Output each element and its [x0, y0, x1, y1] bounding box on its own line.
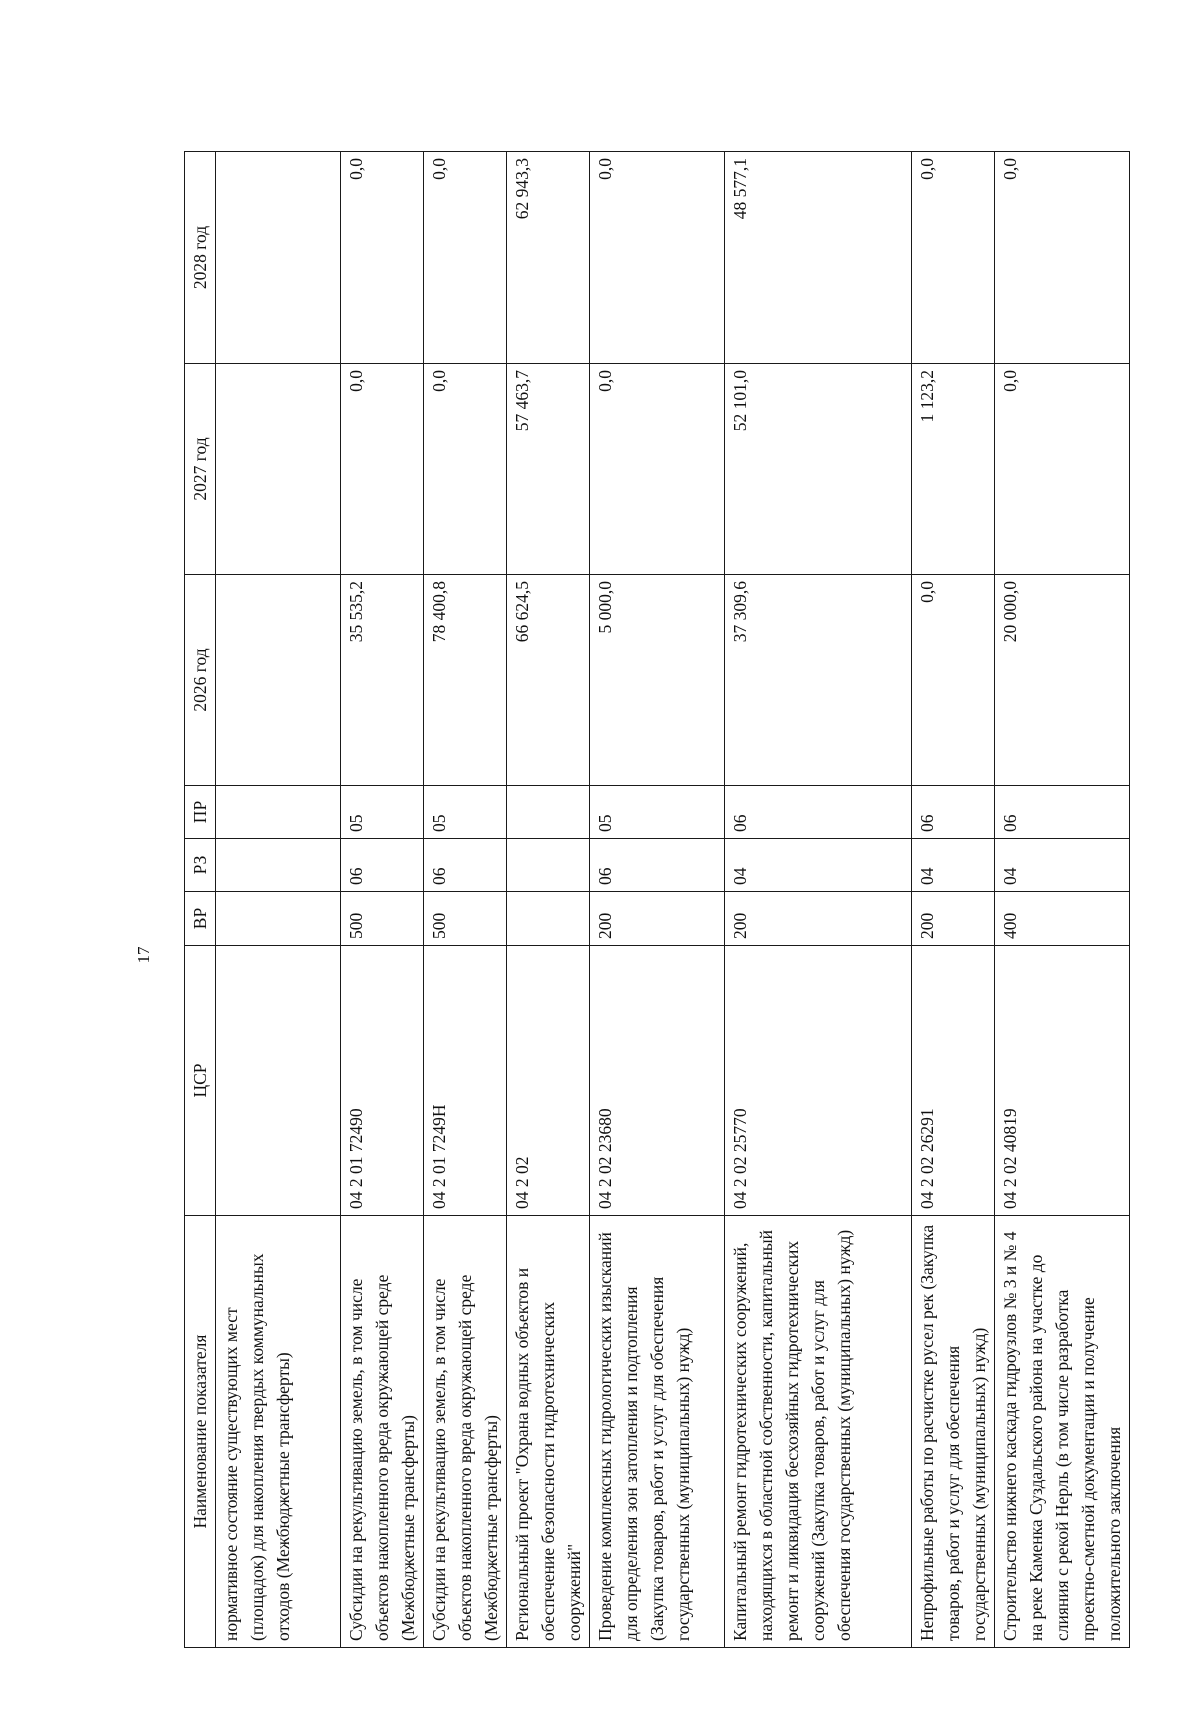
cell-vr: 500: [341, 892, 424, 946]
cell-vr: 200: [725, 892, 912, 946]
cell-2028: 0,0: [424, 152, 507, 364]
cell-2027: 52 101,0: [725, 364, 912, 575]
cell-2028: 0,0: [590, 152, 725, 364]
cell-rz: 04: [725, 839, 912, 892]
cell-rz: 04: [995, 839, 1130, 892]
cell-2027: 0,0: [341, 364, 424, 575]
header-rz: РЗ: [185, 839, 216, 892]
cell-csr: 04 2 01 72490: [341, 946, 424, 1216]
cell-2026: 20 000,0: [995, 575, 1130, 786]
header-2026: 2026 год: [185, 575, 216, 786]
cell-csr: 04 2 02 40819: [995, 946, 1130, 1216]
cell-name: нормативное состояние существующих мест (площадок) для накопления твердых коммунальных отходов (Межбюджетные трансферты): [216, 1216, 341, 1648]
cell-pr: [507, 786, 590, 839]
cell-2027: [216, 364, 341, 575]
table-row: [341, 152, 424, 1648]
table-row: [590, 152, 725, 1648]
table-row: [995, 152, 1130, 1648]
header-2027: 2027 год: [185, 364, 216, 575]
cell-2026: 0,0: [912, 575, 995, 786]
page-number: 17: [134, 946, 153, 964]
cell-vr: 200: [590, 892, 725, 946]
cell-2027: 0,0: [424, 364, 507, 575]
cell-rz: [507, 839, 590, 892]
cell-2026: 66 624,5: [507, 575, 590, 786]
cell-2028: 0,0: [341, 152, 424, 364]
cell-2028: 62 943,3: [507, 152, 590, 364]
table-row: [424, 152, 507, 1648]
table-row: [725, 152, 912, 1648]
cell-name: Капитальный ремонт гидротехнических сооружений, находящихся в областной собственности, капитальный ремонт и ликвидация бесхозяйных гидротехнических сооружений (Закупка товаров, работ и услуг для обеспечения государственных (муниципальных) нужд): [725, 1216, 912, 1648]
cell-csr: 04 2 01 7249Н: [424, 946, 507, 1216]
rotated-table-container: [184, 158, 1124, 1648]
cell-pr: [216, 786, 341, 839]
cell-vr: 400: [995, 892, 1130, 946]
cell-pr: 05: [341, 786, 424, 839]
cell-2027: 0,0: [995, 364, 1130, 575]
cell-2026: 37 309,6: [725, 575, 912, 786]
cell-rz: 06: [590, 839, 725, 892]
cell-pr: 06: [725, 786, 912, 839]
header-vr: ВР: [185, 892, 216, 946]
header-csr: ЦСР: [185, 946, 216, 1216]
cell-vr: [216, 892, 341, 946]
cell-name: Непрофильные работы по расчистке русел рек (Закупка товаров, работ и услуг для обеспечения государственных (муниципальных) нужд): [912, 1216, 995, 1648]
cell-2027: 0,0: [590, 364, 725, 575]
header-pr: ПР: [185, 786, 216, 839]
header-2028: 2028 год: [185, 152, 216, 364]
table-header-row: [185, 152, 216, 1648]
cell-csr: 04 2 02 23680: [590, 946, 725, 1216]
cell-2028: [216, 152, 341, 364]
cell-name: Проведение комплексных гидрологических изысканий для определения зон затопления и подтопления (Закупка товаров, работ и услуг для обеспечения государственных (муниципальных) нужд): [590, 1216, 725, 1648]
cell-rz: 06: [424, 839, 507, 892]
cell-rz: [216, 839, 341, 892]
cell-csr: 04 2 02: [507, 946, 590, 1216]
cell-name: Субсидии на рекультивацию земель, в том числе объектов накопленного вреда окружающей среде (Межбюджетные трансферты): [424, 1216, 507, 1648]
cell-vr: [507, 892, 590, 946]
cell-pr: 06: [995, 786, 1130, 839]
cell-csr: 04 2 02 26291: [912, 946, 995, 1216]
cell-2026: 35 535,2: [341, 575, 424, 786]
cell-2026: 5 000,0: [590, 575, 725, 786]
table-row: [507, 152, 590, 1648]
cell-name: Строительство нижнего каскада гидроузлов № 3 и № 4 на реке Каменка Суздальского района на участке до слияния с рекой Нерль (в том числе разработка проектно-сметной документации и получение положительного заключения: [995, 1216, 1130, 1648]
cell-rz: 06: [341, 839, 424, 892]
cell-vr: 500: [424, 892, 507, 946]
cell-vr: 200: [912, 892, 995, 946]
cell-csr: [216, 946, 341, 1216]
table-row: [216, 152, 341, 1648]
cell-pr: 06: [912, 786, 995, 839]
cell-name: Субсидии на рекультивацию земель, в том числе объектов накопленного вреда окружающей среде (Межбюджетные трансферты): [341, 1216, 424, 1648]
cell-2028: 0,0: [912, 152, 995, 364]
table-row: [912, 152, 995, 1648]
cell-rz: 04: [912, 839, 995, 892]
header-name: Наименование показателя: [185, 1216, 216, 1648]
cell-name: Региональный проект "Охрана водных объектов и обеспечение безопасности гидротехнических сооружений": [507, 1216, 590, 1648]
cell-2027: 1 123,2: [912, 364, 995, 575]
cell-csr: 04 2 02 25770: [725, 946, 912, 1216]
budget-table: [184, 151, 1130, 1648]
cell-2027: 57 463,7: [507, 364, 590, 575]
cell-2026: [216, 575, 341, 786]
cell-pr: 05: [424, 786, 507, 839]
cell-2028: 0,0: [995, 152, 1130, 364]
cell-2026: 78 400,8: [424, 575, 507, 786]
cell-pr: 05: [590, 786, 725, 839]
cell-2028: 48 577,1: [725, 152, 912, 364]
